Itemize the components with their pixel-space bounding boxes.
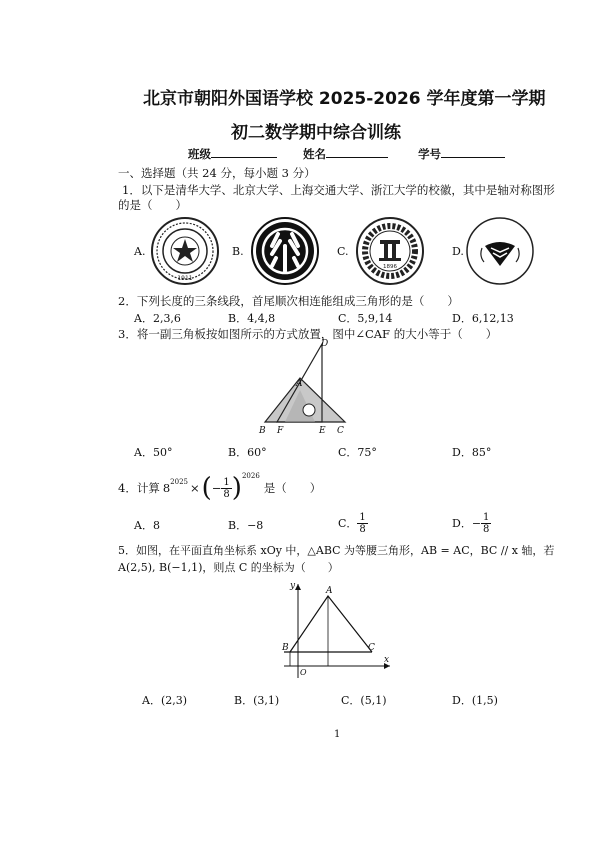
q4-minus: −: [211, 481, 222, 495]
exam-subtitle: 初二数学期中综合训练: [231, 123, 401, 143]
name-label: 姓名: [303, 147, 327, 161]
tsinghua-year-text: 1911: [177, 275, 193, 282]
q4-option-c-fraction: $\frac{1}{8}$: [359, 511, 366, 535]
q2-option-d[interactable]: D．6,12,13: [452, 312, 514, 325]
q4-option-d[interactable]: D．− $\frac{1}{8}$: [452, 511, 490, 535]
q4-exp1: 2025: [170, 478, 188, 486]
q4-option-b[interactable]: B．−8: [228, 519, 264, 532]
peking-logo-icon: [250, 216, 320, 286]
id-label: 学号: [418, 147, 442, 161]
q3-option-d[interactable]: D．85°: [452, 446, 492, 459]
q2-option-b[interactable]: B．4,4,8: [228, 312, 276, 325]
q4-times: ×: [189, 481, 200, 495]
q5-stem-line1: 5．如图，在平面直角坐标系 xOy 中，△ABC 为等腰三角形，AB = AC，BC // x 轴，若: [118, 544, 555, 557]
q1-stem-line1: 1．以下是清华大学、北京大学、上海交通大学、浙江大学的校徽，其中是轴对称图形: [122, 183, 555, 197]
q4-post: 是（ ）: [263, 481, 322, 495]
q4-fraction: $\frac{1}{8}$: [223, 476, 230, 500]
tsinghua-logo-icon: [150, 216, 220, 286]
q4-base: 8: [162, 481, 171, 495]
q1-option-b-label[interactable]: B.: [232, 245, 244, 258]
student-info-row: [188, 146, 505, 162]
q2-option-a[interactable]: A．2,3,6: [134, 312, 181, 325]
name-field[interactable]: [326, 147, 388, 158]
q1-stem-line2: 的是（ ）: [118, 198, 187, 212]
label-B: B: [259, 426, 266, 436]
q1-option-d-label[interactable]: D.: [452, 245, 464, 258]
class-field[interactable]: [211, 147, 277, 158]
zju-logo-icon: [465, 216, 535, 286]
q5-option-d[interactable]: D．(1,5): [452, 694, 498, 707]
sjtu-year-text: 1896: [383, 264, 397, 270]
q4-option-a[interactable]: A．8: [134, 519, 160, 532]
q4-pre: 4．计算: [118, 481, 160, 495]
page-number: 1: [334, 729, 341, 740]
label-A: A: [296, 379, 303, 389]
q3-option-a[interactable]: A．50°: [134, 446, 173, 459]
label-F: F: [277, 426, 284, 436]
q3-option-b[interactable]: B．60°: [228, 446, 267, 459]
class-label: 班级: [188, 147, 211, 161]
axis-x-label: x: [384, 655, 390, 665]
label-E: E: [319, 426, 326, 436]
label-D: D: [321, 339, 329, 349]
q4-option-d-fraction: $\frac{1}{8}$: [483, 511, 490, 535]
point-C-label: C: [368, 643, 375, 653]
q4-stem: 4．计算 8 $^{2025}$ × ( − $\frac{1}{8}$ ) $^{2026}$ 是（ ）: [118, 472, 322, 503]
origin-label: O: [300, 668, 307, 677]
label-C: C: [337, 426, 344, 436]
exam-title: 北京市朝阳外国语学校 2025-2026 学年度第一学期: [143, 89, 546, 109]
point-B-label: B: [282, 643, 289, 653]
q3-option-c[interactable]: C．75°: [338, 446, 377, 459]
section-heading: 一、选择题（共 24 分，每小题 3 分）: [118, 166, 316, 180]
axis-y-label: y: [290, 581, 296, 591]
q3-triangles-figure: [255, 340, 355, 436]
q4-option-c[interactable]: C． $\frac{1}{8}$: [338, 511, 366, 535]
q2-stem: 2．下列长度的三条线段，首尾顺次相连能组成三角形的是（ ）: [118, 294, 459, 308]
q5-option-c[interactable]: C．(5,1): [341, 694, 387, 707]
q1-option-a-label[interactable]: A.: [134, 245, 146, 258]
q5-coordinate-figure: [278, 580, 398, 680]
point-A-label: A: [326, 586, 333, 596]
id-field[interactable]: [441, 147, 505, 158]
q2-option-c[interactable]: C．5,9,14: [338, 312, 393, 325]
q5-option-a[interactable]: A．(2,3): [142, 694, 188, 707]
sjtu-logo-icon: [355, 216, 425, 286]
q5-stem-line2: A(2,5), B(−1,1)，则点 C 的坐标为（ ）: [118, 561, 339, 574]
q1-option-c-label[interactable]: C.: [337, 245, 349, 258]
q4-exp2: 2026: [241, 472, 260, 480]
q5-option-b[interactable]: B．(3,1): [234, 694, 280, 707]
q3-stem: 3．将一副三角板按如图所示的方式放置，图中∠CAF 的大小等于（ ）: [118, 327, 498, 341]
